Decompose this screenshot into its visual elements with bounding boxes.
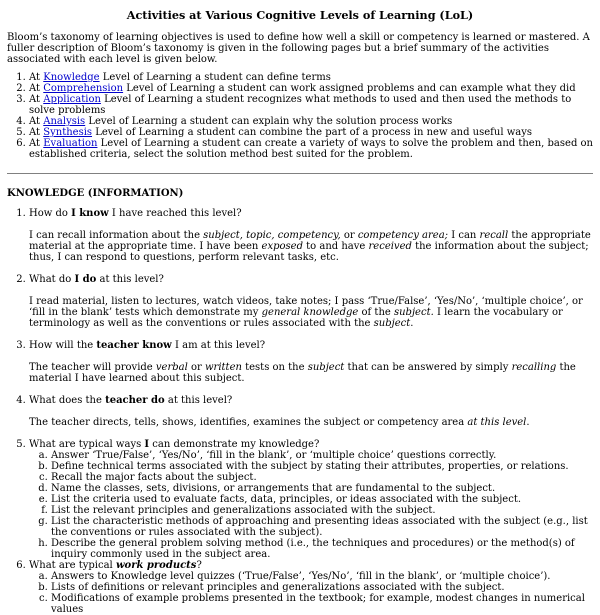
work-products-list [29,571,593,615]
level-item-analysis: 4. At Analysis Level of Learning a student can explain why the solution process works [29,116,593,127]
level-item-evaluation: 6. At Evaluation Level of Learning a student can create a variety of ways to solve the problem and then, based on established criteria, select the solution method best suited for the problem. [29,138,593,160]
answer-paragraph: The teacher directs, tells, shows, identifies, examines the subject or competency area at this level. [29,417,530,428]
application-link[interactable]: Application [43,94,101,105]
list-item: c. Modifications of example problems presented in the textbook; for example, modest changes in numerical values [51,593,593,615]
question-item: 5. What are typical ways I can demonstrate my knowledge? a. Answer ‘True/False’, ‘Yes/No’, ‘fill in the blank’, or ‘multiple choice’ questions correctly. b. Define technical terms associated with the subject by stating their attributes, properties, or relations. c. Recall the major facts about the subject. d. Name the classes, sets, divisions, or arrangements that are fundamental to the subject. e. List the criteria used to evaluate facts, data, principles, or ideas associated with the subject. f. List the relevant principles and generalizations associated with the subject. g. List the characteristic methods of approaching and presenting ideas associated with the subject (e.g., list the conventions or rules associated with the subject). h. Describe the general problem solving method (i.e., the techniques and procedures) or the method(s) of inquiry commonly used in the subject area. [29,439,593,560]
question-item: 3. How will the teacher know I am at this level? The teacher will provide verbal or written tests on the subject that can be answered by simply recalling the material I have learned about this subject. [29,340,593,384]
page-title: Activities at Various Cognitive Levels of Learning (LoL) [126,8,474,22]
list-item: b. Lists of definitions or relevant principles and generalizations associated with the subject. [51,582,593,593]
knowledge-link[interactable]: Knowledge [43,72,100,83]
section-heading: KNOWLEDGE (INFORMATION) [7,188,184,199]
question-item: 4. What does the teacher do at this level? The teacher directs, tells, shows, identifies, examines the subject or competency area at this level. [29,395,593,428]
section-divider [7,173,593,174]
answer-paragraph: I can recall information about the subject, topic, competency, or competency area; I can recall the appropriate material at the appropriate time. I have been exposed to and have received the information about the subject; thus, I can respond to questions, perform relevant tasks, etc. [29,230,591,263]
level-item-synthesis: 5. At Synthesis Level of Learning a student can combine the part of a process in new and useful ways [29,127,593,138]
list-item: g. List the characteristic methods of approaching and presenting ideas associated with the subject (e.g., list the conventions or rules associated with the subject). [51,516,593,538]
analysis-link[interactable]: Analysis [43,116,86,127]
level-item-comprehension: 2. At Comprehension Level of Learning a student can work assigned problems and can example what they did [29,83,593,94]
list-item: b. Define technical terms associated with the subject by stating their attributes, properties, or relations. [51,461,593,472]
list-item: c. Recall the major facts about the subject. [51,472,593,483]
question-item: 2. What do I do at this level? I read material, listen to lectures, watch videos, take notes; I pass ‘True/False’, ‘Yes/No’, ‘multiple choice’, or ‘fill in the blank’ tests which demonstrate my general knowledge of the subject. I learn the vocabulary or terminology as well as the conventions or rules associated with the subject. [29,274,593,329]
level-item-knowledge: 1. At Knowledge Level of Learning a student can define terms [29,72,593,83]
question-list [7,208,593,615]
list-item: f. List the relevant principles and generalizations associated with the subject. [51,505,593,516]
list-item: a. Answers to Knowledge level quizzes (‘True/False’, ‘Yes/No’, ‘fill in the blank’, or ‘multiple choice’). [51,571,593,582]
question-item: 1. How do I know I have reached this level? I can recall information about the subject, topic, competency, or competency area; I can recall the appropriate material at the appropriate time. I have been exposed to and have received the information about the subject; thus, I can respond to questions, perform relevant tasks, etc. [29,208,593,263]
level-item-application: 3. At Application Level of Learning a student recognizes what methods to used and then used the methods to solve problems [29,94,593,116]
comprehension-link[interactable]: Comprehension [43,83,124,94]
list-item: a. Answer ‘True/False’, ‘Yes/No’, ‘fill in the blank’, or ‘multiple choice’ questions correctly. [51,450,593,461]
list-item: e. List the criteria used to evaluate facts, data, principles, or ideas associated with the subject. [51,494,593,505]
answer-paragraph: I read material, listen to lectures, watch videos, take notes; I pass ‘True/False’, ‘Yes/No’, ‘multiple choice’, or ‘fill in the blank’ tests which demonstrate my general knowledge of the subject. I learn the vocabulary or terminology as well as the conventions or rules associated with the subject. [29,296,583,329]
intro-paragraph: Bloom’s taxonomy of learning objectives is used to define how well a skill or competency is learned or mastered. A fuller description of Bloom’s taxonomy is given in the following pages but a brief summary of the activities associated with each level is given below. [7,32,590,65]
synthesis-link[interactable]: Synthesis [43,127,93,138]
answer-paragraph: The teacher will provide verbal or written tests on the subject that can be answered by simply recalling the material I have learned about this subject. [29,362,576,384]
demonstration-list [29,450,593,560]
list-item: d. Name the classes, sets, divisions, or arrangements that are fundamental to the subject. [51,483,593,494]
levels-list [7,72,593,160]
question-item: 6. What are typical work products? a. Answers to Knowledge level quizzes (‘True/False’, ‘Yes/No’, ‘fill in the blank’, or ‘multiple choice’). b. Lists of definitions or relevant principles and generalizations associated with the subject. c. Modifications of example problems presented in the textbook; for example, modest changes in numerical values [29,560,593,615]
evaluation-link[interactable]: Evaluation [43,138,98,149]
list-item: h. Describe the general problem solving method (i.e., the techniques and procedures) or the method(s) of inquiry commonly used in the subject area. [51,538,593,560]
